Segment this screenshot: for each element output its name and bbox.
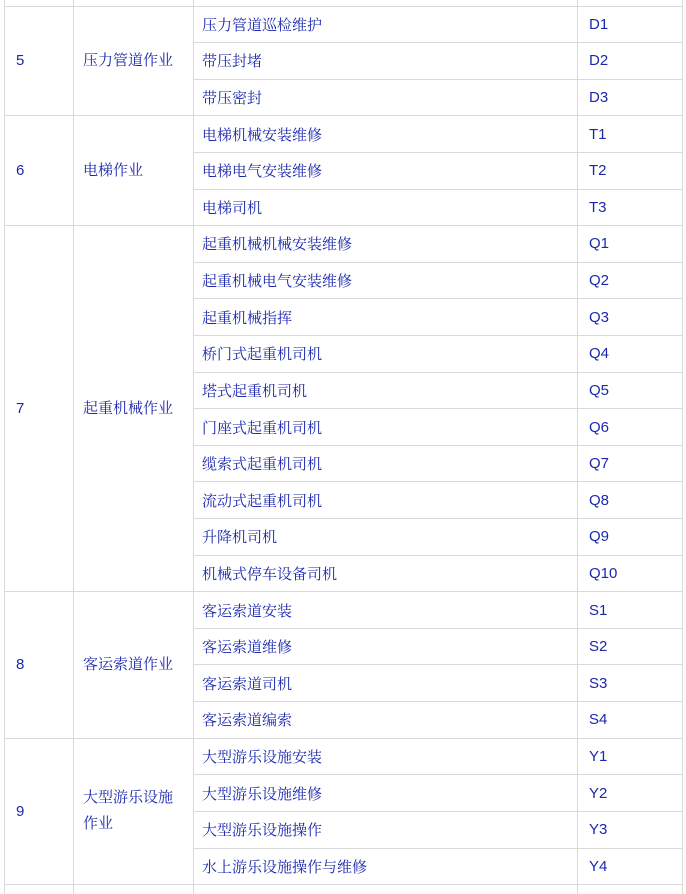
item-code: Y3 (578, 811, 683, 848)
item-code: Y2 (578, 775, 683, 812)
item-name: 水上游乐设施操作与维修 (194, 848, 578, 885)
item-code: T2 (578, 152, 683, 189)
table-row (5, 738, 683, 775)
item-code: T1 (578, 116, 683, 153)
item-name: 电梯机械安装维修 (194, 116, 578, 153)
item-code: T3 (578, 189, 683, 226)
item-code: Q5 (578, 372, 683, 409)
group-category: 压力管道作业 (74, 6, 194, 116)
item-code: S2 (578, 628, 683, 665)
certification-category-table (4, 0, 683, 894)
item-name: 客运索道司机 (194, 665, 578, 702)
item-code: D1 (578, 6, 683, 43)
table-row (5, 226, 683, 263)
item-code: Q10 (578, 555, 683, 592)
item-name: 桥门式起重机司机 (194, 335, 578, 372)
item-name: 压力管道巡检维护 (194, 6, 578, 43)
empty-cell (5, 885, 74, 894)
item-name: 客运索道维修 (194, 628, 578, 665)
table-row (5, 6, 683, 43)
item-name: 起重机械电气安装维修 (194, 262, 578, 299)
empty-cell (194, 885, 578, 894)
item-name: 机械式停车设备司机 (194, 555, 578, 592)
item-code: Q7 (578, 445, 683, 482)
item-name: 门座式起重机司机 (194, 409, 578, 446)
item-code: Q2 (578, 262, 683, 299)
item-name: 电梯司机 (194, 189, 578, 226)
item-name: 带压封堵 (194, 43, 578, 80)
item-name: 电梯电气安装维修 (194, 152, 578, 189)
group-category: 客运索道作业 (74, 592, 194, 738)
table-row (5, 592, 683, 629)
item-name: 客运索道编索 (194, 702, 578, 739)
item-code: Q8 (578, 482, 683, 519)
item-name: 升降机司机 (194, 519, 578, 556)
item-code: Q9 (578, 519, 683, 556)
table-row-partial-bottom (5, 885, 683, 894)
empty-cell (74, 885, 194, 894)
group-category: 起重机械作业 (74, 226, 194, 592)
item-code: Q4 (578, 335, 683, 372)
item-name: 缆索式起重机司机 (194, 445, 578, 482)
item-name: 大型游乐设施安装 (194, 738, 578, 775)
item-code: Y4 (578, 848, 683, 885)
group-category: 大型游乐设施作业 (74, 738, 194, 884)
empty-cell (578, 885, 683, 894)
item-code: Q6 (578, 409, 683, 446)
item-name: 流动式起重机司机 (194, 482, 578, 519)
item-code: S4 (578, 702, 683, 739)
group-number: 6 (5, 116, 74, 226)
group-category: 电梯作业 (74, 116, 194, 226)
item-code: Q1 (578, 226, 683, 263)
item-name: 带压密封 (194, 79, 578, 116)
item-code: D3 (578, 79, 683, 116)
item-name: 大型游乐设施操作 (194, 811, 578, 848)
item-name: 起重机械机械安装维修 (194, 226, 578, 263)
item-code: S3 (578, 665, 683, 702)
group-number: 8 (5, 592, 74, 738)
item-name: 起重机械指挥 (194, 299, 578, 336)
table-row (5, 116, 683, 153)
group-number: 5 (5, 6, 74, 116)
item-name: 客运索道安装 (194, 592, 578, 629)
item-code: Q3 (578, 299, 683, 336)
group-number: 9 (5, 738, 74, 884)
group-number: 7 (5, 226, 74, 592)
item-name: 大型游乐设施维修 (194, 775, 578, 812)
item-name: 塔式起重机司机 (194, 372, 578, 409)
item-code: S1 (578, 592, 683, 629)
item-code: D2 (578, 43, 683, 80)
item-code: Y1 (578, 738, 683, 775)
